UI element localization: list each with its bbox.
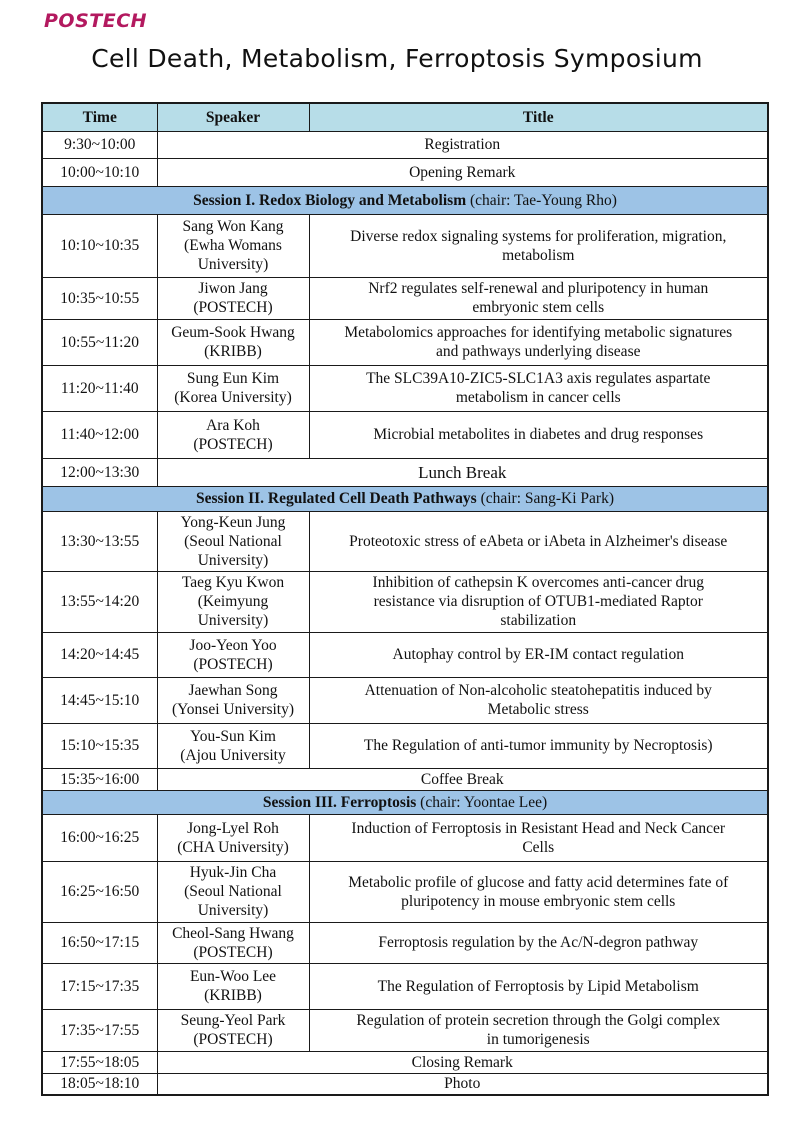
event-cell: Opening Remark <box>157 158 768 186</box>
schedule-event-row <box>42 458 768 486</box>
speaker-cell: Jong-Lyel Roh (CHA University) <box>157 814 309 861</box>
time-cell: 14:20~14:45 <box>42 632 157 677</box>
speaker-cell: Ara Koh (POSTECH) <box>157 411 309 458</box>
speaker-cell: Jiwon Jang (POSTECH) <box>157 277 309 319</box>
talk-row <box>42 861 768 922</box>
talk-title-cell: Induction of Ferroptosis in Resistant Head and Neck Cancer Cells <box>309 814 768 861</box>
time-cell: 17:55~18:05 <box>42 1051 157 1073</box>
session-name: Session III. Ferroptosis <box>262 793 417 811</box>
time-cell: 15:10~15:35 <box>42 723 157 768</box>
talk-row <box>42 319 768 365</box>
talk-title-cell: Metabolomics approaches for identifying metabolic signatures and pathways underlying disease <box>309 319 768 365</box>
column-header-title: Title <box>309 103 768 131</box>
schedule-table <box>41 102 769 1096</box>
session-heading <box>42 790 768 814</box>
speaker-cell: Eun-Woo Lee (KRIBB) <box>157 963 309 1009</box>
talk-row <box>42 814 768 861</box>
speaker-cell: Jaewhan Song (Yonsei University) <box>157 677 309 723</box>
time-cell: 16:50~17:15 <box>42 922 157 963</box>
speaker-cell: Geum-Sook Hwang (KRIBB) <box>157 319 309 365</box>
talk-row <box>42 723 768 768</box>
session-name: Session I. Redox Biology and Metabolism <box>193 191 467 209</box>
time-cell: 16:25~16:50 <box>42 861 157 922</box>
schedule-event-row <box>42 131 768 158</box>
talk-row <box>42 511 768 571</box>
talk-row <box>42 1009 768 1051</box>
speaker-cell: Sung Eun Kim (Korea University) <box>157 365 309 411</box>
talk-row <box>42 677 768 723</box>
time-cell: 10:10~10:35 <box>42 214 157 277</box>
time-cell: 17:15~17:35 <box>42 963 157 1009</box>
talk-row <box>42 365 768 411</box>
table-header-row <box>42 103 768 131</box>
talk-row <box>42 571 768 632</box>
speaker-cell: Sang Won Kang (Ewha Womans University) <box>157 214 309 277</box>
session-heading <box>42 186 768 214</box>
schedule-event-row <box>42 1073 768 1095</box>
session-row <box>42 486 768 511</box>
event-cell: Registration <box>157 131 768 158</box>
event-cell: Coffee Break <box>157 768 768 790</box>
time-cell: 15:35~16:00 <box>42 768 157 790</box>
session-chair: (chair: Sang-Ki Park) <box>476 490 615 507</box>
talk-title-cell: The SLC39A10-ZIC5-SLC1A3 axis regulates aspartate metabolism in cancer cells <box>309 365 768 411</box>
talk-title-cell: The Regulation of anti-tumor immunity by Necroptosis) <box>309 723 768 768</box>
time-cell: 10:55~11:20 <box>42 319 157 365</box>
talk-row <box>42 214 768 277</box>
talk-row <box>42 632 768 677</box>
talk-title-cell: Nrf2 regulates self-renewal and pluripotency in human embryonic stem cells <box>309 277 768 319</box>
schedule-event-row <box>42 768 768 790</box>
session-name: Session II. Regulated Cell Death Pathways <box>195 490 477 507</box>
talk-title-cell: Microbial metabolites in diabetes and drug responses <box>309 411 768 458</box>
event-cell: Closing Remark <box>157 1051 768 1073</box>
talk-title-cell: Metabolic profile of glucose and fatty acid determines fate of pluripotency in mouse embryonic stem cells <box>309 861 768 922</box>
talk-title-cell: Proteotoxic stress of eAbeta or iAbeta in Alzheimer's disease <box>309 511 768 571</box>
time-cell: 17:35~17:55 <box>42 1009 157 1051</box>
page-title: Cell Death, Metabolism, Ferroptosis Symposium <box>91 44 703 73</box>
time-cell: 10:35~10:55 <box>42 277 157 319</box>
time-cell: 11:40~12:00 <box>42 411 157 458</box>
time-cell: 16:00~16:25 <box>42 814 157 861</box>
session-row <box>42 790 768 814</box>
column-header-time: Time <box>42 103 157 131</box>
speaker-cell: Cheol-Sang Hwang (POSTECH) <box>157 922 309 963</box>
column-header-speaker: Speaker <box>157 103 309 131</box>
time-cell: 13:55~14:20 <box>42 571 157 632</box>
speaker-cell: Joo-Yeon Yoo (POSTECH) <box>157 632 309 677</box>
talk-title-cell: Autophay control by ER-IM contact regulation <box>309 632 768 677</box>
time-cell: 11:20~11:40 <box>42 365 157 411</box>
talk-title-cell: Inhibition of cathepsin K overcomes anti-cancer drug resistance via disruption of OTUB1-mediated Raptor stabilization <box>309 571 768 632</box>
schedule-event-row <box>42 1051 768 1073</box>
talk-title-cell: The Regulation of Ferroptosis by Lipid Metabolism <box>309 963 768 1009</box>
talk-title-cell: Diverse redox signaling systems for proliferation, migration, metabolism <box>309 214 768 277</box>
speaker-cell: You-Sun Kim (Ajou University <box>157 723 309 768</box>
time-cell: 10:00~10:10 <box>42 158 157 186</box>
speaker-cell: Hyuk-Jin Cha (Seoul National University) <box>157 861 309 922</box>
talk-row <box>42 411 768 458</box>
talk-row <box>42 963 768 1009</box>
session-chair: (chair: Tae-Young Rho) <box>466 191 617 209</box>
speaker-cell: Seung-Yeol Park (POSTECH) <box>157 1009 309 1051</box>
time-cell: 9:30~10:00 <box>42 131 157 158</box>
speaker-cell: Taeg Kyu Kwon (Keimyung University) <box>157 571 309 632</box>
schedule-body <box>42 131 768 1095</box>
talk-title-cell: Regulation of protein secretion through the Golgi complex in tumorigenesis <box>309 1009 768 1051</box>
time-cell: 13:30~13:55 <box>42 511 157 571</box>
event-cell: Lunch Break <box>157 458 768 486</box>
talk-title-cell: Ferroptosis regulation by the Ac/N-degron pathway <box>309 922 768 963</box>
event-cell: Photo <box>157 1073 768 1095</box>
session-row <box>42 186 768 214</box>
schedule-event-row <box>42 158 768 186</box>
talk-row <box>42 922 768 963</box>
session-chair: (chair: Yoontae Lee) <box>416 793 548 811</box>
time-cell: 14:45~15:10 <box>42 677 157 723</box>
speaker-cell: Yong-Keun Jung (Seoul National University) <box>157 511 309 571</box>
talk-title-cell: Attenuation of Non-alcoholic steatohepatitis induced by Metabolic stress <box>309 677 768 723</box>
time-cell: 18:05~18:10 <box>42 1073 157 1095</box>
talk-row <box>42 277 768 319</box>
postech-logo: POSTECH <box>44 10 148 32</box>
time-cell: 12:00~13:30 <box>42 458 157 486</box>
session-heading <box>42 486 768 511</box>
